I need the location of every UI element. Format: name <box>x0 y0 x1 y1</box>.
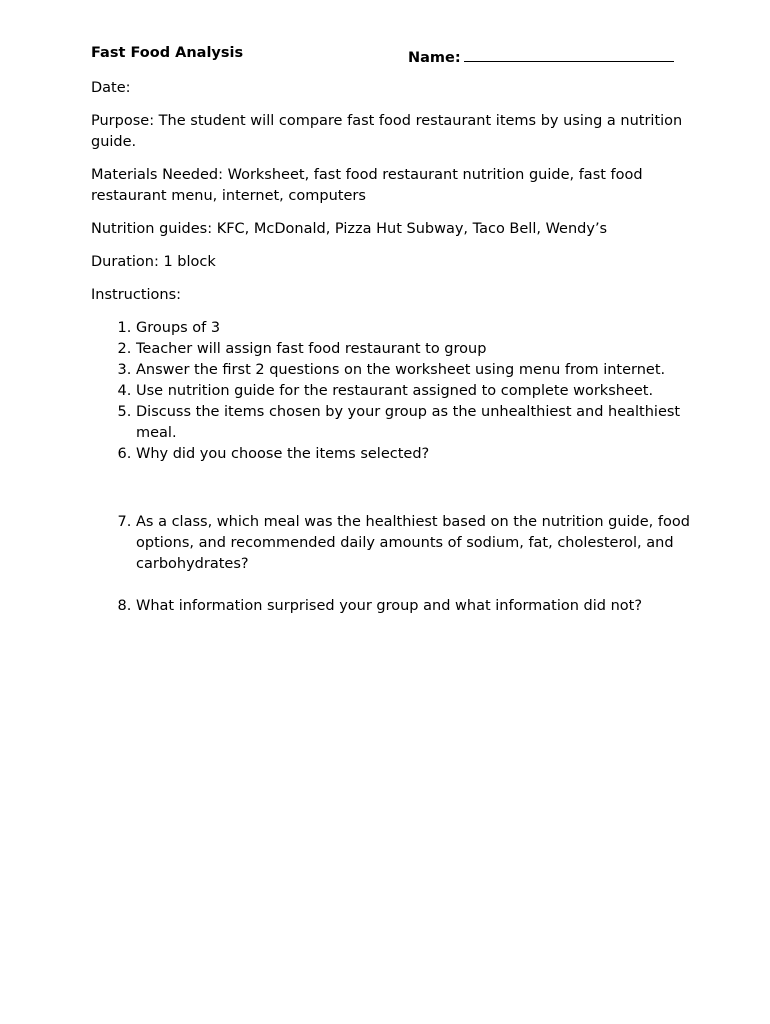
list-item: 6. Why did you choose the items selected? <box>136 444 710 465</box>
instructions-label: Instructions: <box>91 287 182 303</box>
name-label: Name: <box>408 50 461 66</box>
materials-text: Materials Needed: Worksheet, fast food restaurant nutrition guide, fast food restaurant menu, internet, computers <box>91 167 643 204</box>
list-item: 7. As a class, which meal was the healthiest based on the nutrition guide, food options, and recommended daily amounts of sodium, fat, cholesterol, and carbohydrates? <box>136 512 710 575</box>
instructions-list <box>91 318 710 617</box>
duration-text: Duration: 1 block <box>91 254 216 270</box>
list-item: 2. Teacher will assign fast food restaurant to group <box>136 339 710 360</box>
document-title: Fast Food Analysis <box>91 45 244 61</box>
list-item: 1. Groups of 3 <box>136 318 710 339</box>
nutrition-guides-text: Nutrition guides: KFC, McDonald, Pizza Hut Subway, Taco Bell, Wendy’s <box>91 221 608 237</box>
list-item: 8. What information surprised your group and what information did not? <box>136 596 710 617</box>
name-blank-line <box>464 45 674 62</box>
header-row <box>91 45 710 67</box>
list-item: 3. Answer the first 2 questions on the worksheet using menu from internet. <box>136 360 710 381</box>
list-item: 5. Discuss the items chosen by your group as the unhealthiest and healthiest meal. <box>136 402 710 444</box>
date-label: Date: <box>91 80 131 96</box>
purpose-text: Purpose: The student will compare fast food restaurant items by using a nutrition guide. <box>91 113 683 150</box>
name-field-group <box>408 45 674 66</box>
list-item: 4. Use nutrition guide for the restaurant assigned to complete worksheet. <box>136 381 710 402</box>
